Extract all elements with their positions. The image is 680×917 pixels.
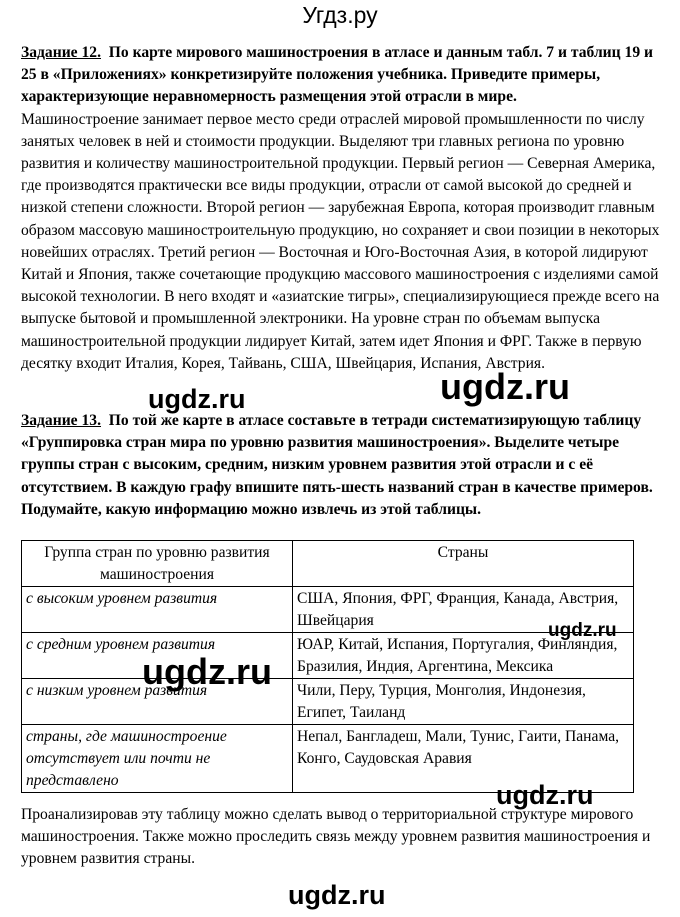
table-row	[22, 587, 634, 633]
conclusion-text: Проанализировав эту таблицу можно сделать вывод о территориальной структуре мирового машиностроения. Также можно проследить связь между уровнем развития машиностроения и уровнем развития страны.	[21, 806, 651, 868]
countries-cell: ЮАР, Китай, Испания, Португалия, Финляндия, Бразилия, Индия, Аргентина, Мексика	[293, 633, 634, 679]
task-12-heading	[21, 42, 661, 109]
country-grouping-table	[21, 540, 634, 793]
countries-cell: Чили, Перу, Турция, Монголия, Индонезия, Египет, Таиланд	[293, 679, 634, 725]
watermark: ugdz.ru	[142, 651, 272, 692]
group-cell: с низким уровнем развития	[22, 679, 293, 725]
header-group: Группа стран по уровню развития машиностроения	[22, 541, 293, 587]
site-title: Угдз.ру	[302, 2, 378, 28]
group-cell: с высоким уровнем развития	[22, 587, 293, 633]
task-12-question: По карте мирового машиностроения в атласе и данным табл. 7 и таблиц 19 и 25 в «Приложениях» конкретизируйте положения учебника. Приведите примеры, характеризующие неравномерность размещения этой отрасли в мире.	[21, 44, 654, 106]
task-13-question: По той же карте в атласе составьте в тетради систематизирующую таблицу «Группировка стран мира по уровню развития машиностроения». Выделите четыре группы стран с высоким, средним, низким уровнем развития этой отрасли и с её отсутствием. В каждую графу впишите пять-шесть названий стран в качестве примеров. Подумайте, какую информацию можно извлечь из этой таблицы.	[21, 412, 653, 518]
task-13-number: Задание 13.	[21, 412, 101, 429]
table-row	[22, 633, 634, 679]
table-row	[22, 679, 634, 725]
countries-cell: США, Япония, ФРГ, Франция, Канада, Австрия, Швейцария	[293, 587, 634, 633]
countries-cell: Непал, Бангладеш, Мали, Тунис, Гаити, Панама, Конго, Саудовская Аравия	[293, 725, 634, 793]
header-countries: Страны	[293, 541, 634, 587]
task-12-answer: Машиностроение занимает первое место среди отраслей мировой промышленности по числу занятых человек в ней и стоимости продукции. Выделяют три главных региона по уровню развития и количеству машиностроительной продукции. Первый регион — Северная Америка, где производятся практически все виды продукции, отрасли от самой высокой до средней и низкой степени сложности. Второй регион — зарубежная Европа, которая производит главным образом массовую машиностроительную продукцию, но сохраняет и свои позиции в некоторых новейших отраслях. Третий регион — Восточная и Юго-Восточная Азия, в которой лидируют Китай и Япония, также сочетающие продукцию массового машиностроения с изделиями самой высокой технологии. В него входят и «азиатские тигры», специализирующиеся прежде всего на выпуске бытовой и промышленной электроники. На уровне стран по объемам выпуска машиностроительной продукции лидирует Китай, затем идет Япония и ФРГ. Также в первую десятку входит Италия, Корея, Тайвань, США, Швейцария, Испания, Австрия.	[21, 110, 660, 372]
table-header-row	[22, 541, 634, 587]
task-13-heading	[21, 410, 661, 521]
task-12-number: Задание 12.	[21, 44, 101, 61]
watermark: ugdz.ru	[440, 366, 570, 407]
task-12-section	[21, 42, 661, 375]
watermark: ugdz.ru	[148, 384, 246, 414]
task-13-section	[21, 410, 661, 521]
group-cell: с средним уровнем развития	[22, 633, 293, 679]
watermark: ugdz.ru	[288, 880, 386, 910]
watermark: ugdz.ru	[548, 620, 617, 641]
group-cell: страны, где машиностроение отсутствует или почти не представлено	[22, 725, 293, 793]
conclusion-section	[21, 804, 651, 871]
watermark: ugdz.ru	[496, 780, 594, 810]
